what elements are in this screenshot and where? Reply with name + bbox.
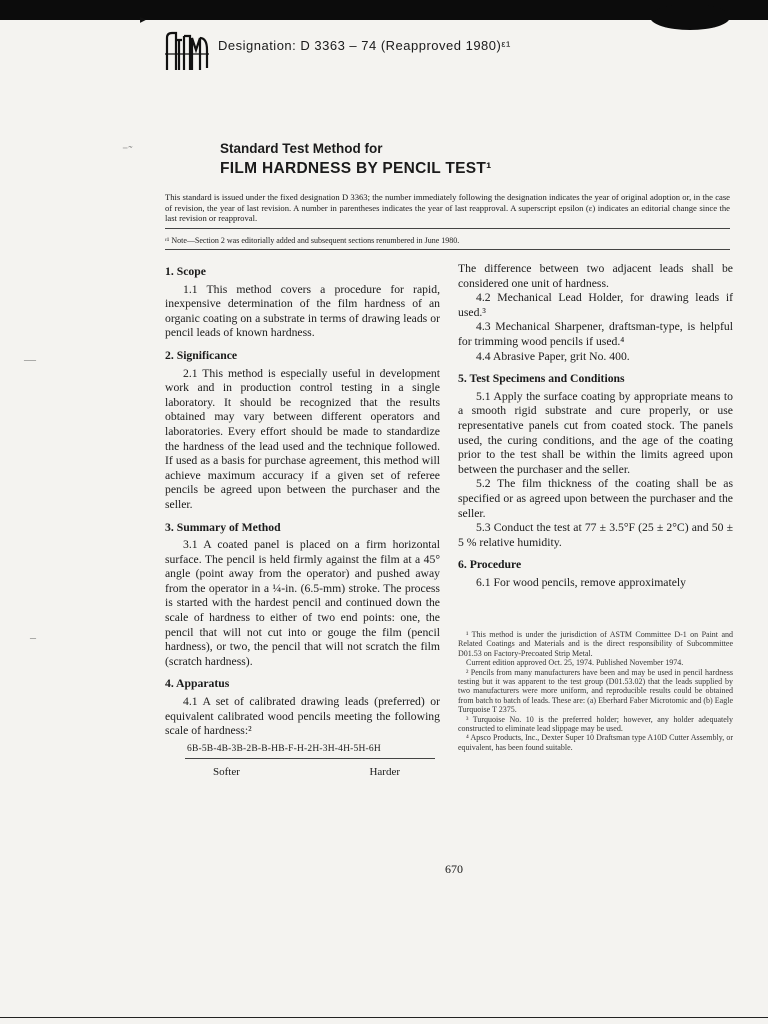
scan-border-bottom [0, 1017, 768, 1018]
scale-rule [185, 758, 435, 759]
scan-artifact [650, 4, 730, 30]
paragraph: 4.2 Mechanical Lead Holder, for drawing leads if used.³ [458, 291, 733, 319]
scan-mark: – [30, 630, 36, 644]
scan-mark: — [24, 352, 36, 366]
paragraph: 5.3 Conduct the test at 77 ± 3.5°F (25 ± 2°C) and 50 ± 5 % relative humidity. [458, 521, 733, 549]
paragraph: 4.3 Mechanical Sharpener, draftsman-type, is helpful for trimming wood pencils if used.⁴ [458, 320, 733, 348]
scale-ends [165, 765, 440, 780]
footnote: ² Pencils from many manufacturers have been and may be used in pencil hardness testing but it was apparent to the test group (D01.53.02) that the leads supplied by two manufacturers were more uniform, and reproducible results could be obtained from batch to batch of leads. These are: (a) Eberhard Faber Microtomic and (b) Eagle Turquoise T 2375. [458, 667, 733, 715]
hardness-scale: 6B-5B-4B-3B-2B-B-HB-F-H-2H-3H-4H-5H-6H [187, 743, 381, 754]
footnotes [458, 630, 733, 752]
section-heading: 6. Procedure [458, 558, 522, 572]
footnote: Current edition approved Oct. 25, 1974. Published November 1974. [466, 658, 684, 668]
paragraph: 3.1 A coated panel is placed on a firm horizontal surface. The pencil is held firmly against the film at a 45° angle (point away from the operator) and pushed away from the operator in a ¼-in. (6.5-mm) stroke. The process is started with the hardest pencil and continued down the scale of hardness to either of two end points: one, the pencil that will not cut into or gouge the film (pencil hardness), or two, the pencil that will not scratch the film (scratch hardness). [165, 538, 440, 668]
epsilon-note: ᵋ¹ Note—Section 2 was editorially added and subsequent sections renumbered in June 1980. [165, 236, 460, 245]
paragraph: 2.1 This method is especially useful in development work and in production control testing in a single laboratory. It should be recognized that the results obtained may vary between different operators and laboratories. Every effort should be made to standardize the hardness of the lead used and the technique followed. If used as a basis for purchase agreement, this method will achieve maximum accuracy if a given set of referee pencils be agreed upon between the purchaser and the seller. [165, 366, 440, 511]
designation: Designation: D 3363 – 74 (Reapproved 1980)ᵋ¹ [218, 38, 511, 53]
footnote: ³ Turquoise No. 10 is the preferred holder; however, any holder adequately constructed to eliminate lead slippage may be used. [458, 714, 733, 734]
section-heading: 2. Significance [165, 348, 238, 362]
paragraph: 5.2 The film thickness of the coating shall be as specified or as agreed upon between the purchaser and the seller. [458, 477, 733, 520]
astm-logo-icon [163, 30, 211, 74]
title-line-1: Standard Test Method for [220, 141, 383, 156]
section-heading: 5. Test Specimens and Conditions [458, 372, 625, 386]
scan-mark: ⁻˜ [122, 143, 133, 157]
paragraph: 4.1 A set of calibrated drawing leads (preferred) or equivalent calibrated wood pencils meeting the following scale of hardness:² [165, 695, 440, 738]
paragraph: 1.1 This method covers a procedure for rapid, inexpensive determination of the film hardness of an organic coating on a substrate in terms of drawing leads or pencil leads of known hardness. [165, 282, 440, 340]
section-heading: 3. Summary of Method [165, 520, 281, 534]
footnote: ¹ This method is under the jurisdiction of ASTM Committee D-1 on Paint and Related Coatings and Materials and is the direct responsibility of Subcommittee D01.53 on Factory-Precoated Strip Metal. [458, 630, 733, 658]
left-column [165, 265, 440, 780]
section-heading: 4. Apparatus [165, 677, 230, 691]
paragraph: 5.1 Apply the surface coating by appropriate means to a smooth rigid substrate and cure properly, or use representative panels cut from coated stock. The panels used, the curing conditions, and the age of the coating prior to the test shall be within the limits agreed upon between the purchaser and the seller. [458, 389, 733, 476]
paragraph: 4.4 Abrasive Paper, grit No. 400. [476, 349, 630, 363]
divider [165, 228, 730, 229]
paragraph: The difference between two adjacent leads shall be considered one unit of hardness. [458, 262, 733, 290]
scan-mark: ▸ [140, 12, 147, 26]
section-heading: 1. Scope [165, 265, 206, 278]
scale-harder: Harder [369, 766, 400, 779]
page-number: 670 [445, 862, 463, 876]
standard-note: This standard is issued under the fixed designation D 3363; the number immediately following the designation indicates the year of original adoption or, in the case of revision, the year of last revision. A number in parentheses indicates the year of last reapproval. A superscript epsilon (ε) indicates an editorial change since the last revision or reapproval. [165, 192, 730, 223]
right-column [458, 262, 733, 590]
title-line-2: FILM HARDNESS BY PENCIL TEST¹ [220, 160, 492, 177]
scale-softer: Softer [213, 766, 240, 779]
footnote: ⁴ Apsco Products, Inc., Dexter Super 10 Draftsman type A10D Cutter Assembly, or equivalent, has been found suitable. [458, 733, 733, 752]
divider [165, 249, 730, 250]
paragraph: 6.1 For wood pencils, remove approximately [476, 575, 687, 589]
